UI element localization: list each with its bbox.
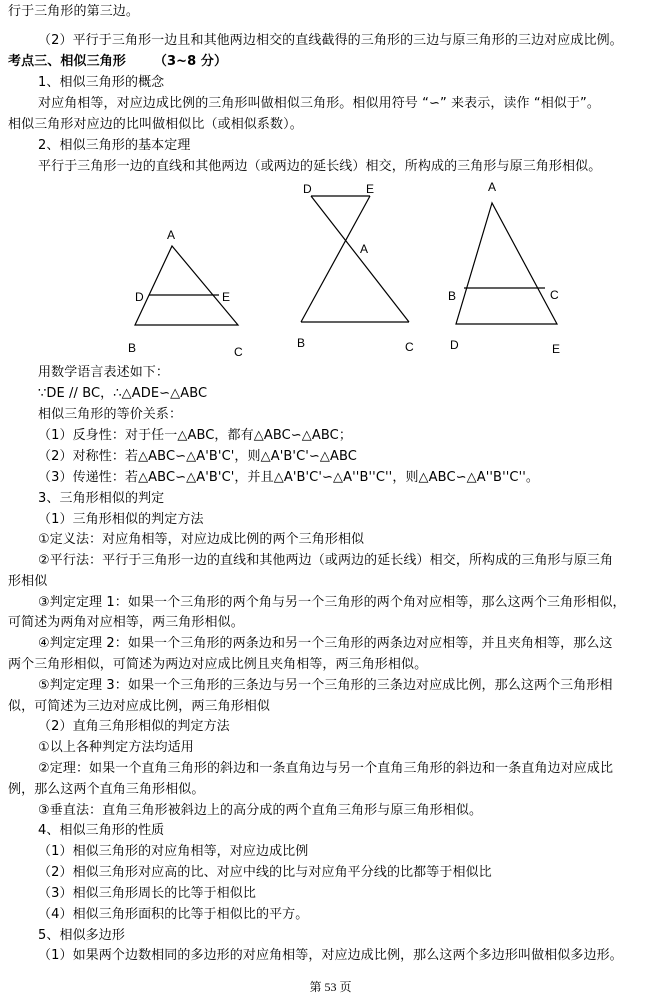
subheading: 4、相似三角形的性质 — [38, 823, 165, 838]
fig2-label-a: A — [360, 242, 369, 256]
fig2-label-d: D — [303, 182, 312, 196]
fig3-label-b: B — [448, 289, 457, 303]
fig2-label-c: C — [405, 340, 414, 354]
text-line: （1）如果两个边数相同的多边形的对应角相等，对应边成比例，那么这两个多边形叫做相似多边形。 — [38, 948, 623, 963]
section-title: 考点三、相似三角形 — [8, 54, 126, 69]
subheading: 2、相似三角形的基本定理 — [38, 138, 191, 153]
fig1-triangle — [135, 246, 238, 325]
fig3-label-a: A — [488, 180, 497, 194]
text-line: （2）平行于三角形一边且和其他两边相交的直线截得的三角形的三边与原三角形的三边对应成比例。 — [38, 33, 623, 48]
fig1-label-b: B — [128, 341, 137, 355]
subheading: 1、相似三角形的概念 — [38, 75, 165, 90]
text-line: 用数学语言表述如下： — [38, 365, 170, 380]
text-line: 两个三角形相似，可简述为两边对应成比例且夹角相等，两三角形相似。 — [8, 657, 428, 672]
fig3-label-d: D — [450, 338, 459, 352]
text-line: ⑤判定定理 3：如果一个三角形的三条边与另一个三角形的三条边对应成比例，那么这两个三角形相 — [38, 678, 613, 693]
fig2-label-b: B — [297, 336, 306, 350]
fig1-label-c: C — [234, 345, 243, 359]
text-line: （1）反身性：对于任一△ABC，都有△ABC∽△ABC； — [38, 428, 352, 443]
text-line: （2）对称性：若△ABC∽△A'B'C'，则△A'B'C'∽△ABC — [38, 449, 357, 464]
fig3-triangle — [456, 203, 557, 324]
subheading: 3、三角形相似的判定 — [38, 491, 165, 506]
text-line: 形相似 — [8, 574, 48, 589]
text-line: （3）传递性：若△ABC∽△A'B'C'，并且△A'B'C'∽△A''B''C''，则△ABC∽△A''B''C''。 — [38, 470, 540, 485]
text-line: ④判定定理 2：如果一个三角形的两条边和另一个三角形的两条边对应相等，并且夹角相等，那么这 — [38, 636, 613, 651]
fig1-label-d: D — [135, 290, 144, 304]
text-line: （1）相似三角形的对应角相等，对应边成比例 — [38, 844, 309, 859]
text-line: 例，那么这两个直角三角形相似。 — [8, 782, 205, 797]
text-line: ①定义法：对应角相等，对应边成比例的两个三角形相似 — [38, 532, 365, 547]
text-line: 可简述为两角对应相等，两三角形相似。 — [8, 615, 244, 630]
text-line: 平行于三角形一边的直线和其他两边（或两边的延长线）相交，所构成的三角形与原三角形相似。 — [38, 159, 602, 174]
text-line: 相似三角形对应边的比叫做相似比（或相似系数）。 — [8, 117, 303, 132]
text-line: （1）三角形相似的判定方法 — [38, 512, 204, 527]
text-line: 行于三角形的第三边。 — [8, 4, 140, 19]
text-line: ②平行法：平行于三角形一边的直线和其他两边（或两边的延长线）相交，所构成的三角形与原三角 — [38, 553, 614, 568]
fig3-label-c: C — [550, 288, 559, 302]
fig1-label-e: E — [222, 290, 231, 304]
fig2-label-e: E — [366, 182, 375, 196]
text-line: （2）相似三角形对应高的比、对应中线的比与对应角平分线的比都等于相似比 — [38, 865, 492, 880]
text-line: ∵DE // BC，∴△ADE∽△ABC — [38, 386, 208, 401]
fig3-label-e: E — [552, 342, 561, 356]
text-line: （3）相似三角形周长的比等于相似比 — [38, 886, 256, 901]
text-line: （4）相似三角形面积的比等于相似比的平方。 — [38, 907, 309, 922]
section-score: （3~8 分） — [153, 54, 228, 69]
text-line: （2）直角三角形相似的判定方法 — [38, 719, 230, 734]
text-line: ①以上各种判定方法均适用 — [38, 740, 194, 755]
subheading: 5、相似多边形 — [38, 928, 125, 943]
page-number: 第 53 页 — [309, 980, 352, 994]
text-line: 对应角相等，对应边成比例的三角形叫做相似三角形。相似用符号 “∽” 来表示，读作 “相似于”。 — [38, 96, 600, 111]
text-line: 相似三角形的等价关系： — [38, 407, 183, 422]
text-line: ③垂直法：直角三角形被斜边上的高分成的两个直角三角形与原三角形相似。 — [38, 803, 483, 818]
text-line: 似，可简述为三边对应成比例，两三角形相似 — [8, 699, 271, 714]
text-line: ③判定定理 1：如果一个三角形的两个角与另一个三角形的两个角对应相等，那么这两个三角形相似， — [38, 595, 626, 610]
text-line: ②定理：如果一个直角三角形的斜边和一条直角边与另一个直角三角形的斜边和一条直角边对应成比 — [38, 761, 614, 776]
fig1-label-a: A — [167, 228, 176, 242]
